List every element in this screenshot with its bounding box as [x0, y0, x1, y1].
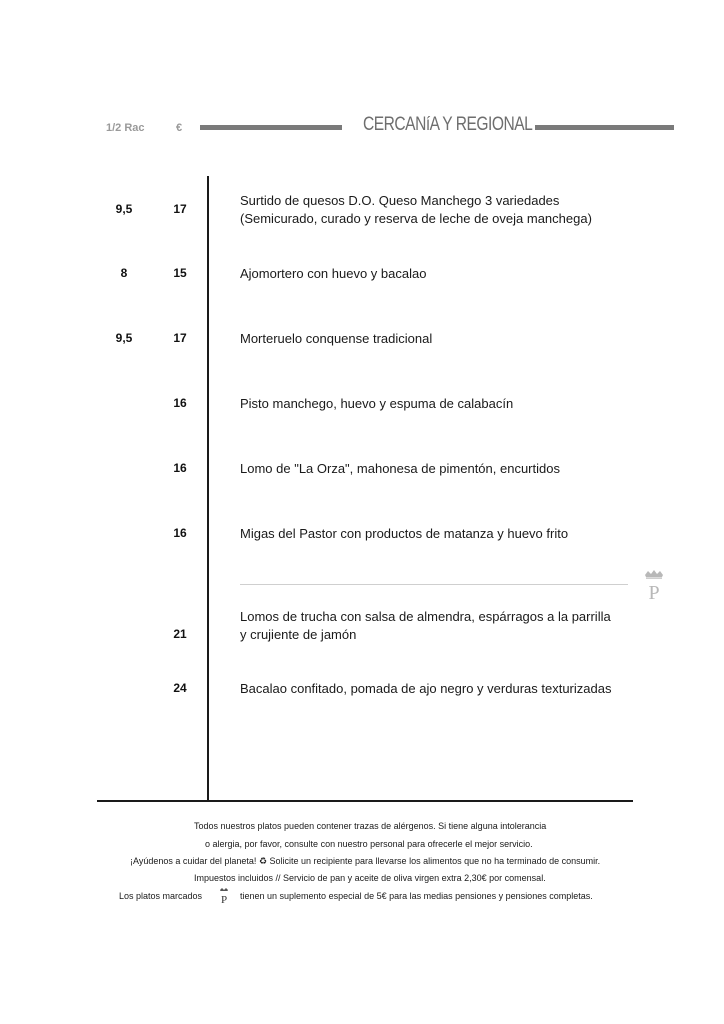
- dish-line: y crujiente de jamón: [240, 627, 357, 642]
- full-price: 21: [173, 627, 187, 641]
- full-price: 17: [173, 202, 187, 216]
- full-price: 15: [173, 266, 187, 280]
- half-price: 9,5: [115, 202, 133, 216]
- supplement-note-start: Los platos marcados: [119, 891, 203, 901]
- dish-line: Lomo de "La Orza", mahonesa de pimentón, encurtidos: [240, 461, 560, 476]
- dish-line: (Semicurado, curado y reserva de leche de oveja manchega): [240, 211, 592, 226]
- dish-name: [240, 330, 640, 348]
- header-bar-right: [535, 125, 674, 130]
- section-separator: [240, 584, 628, 585]
- svg-text:P: P: [220, 894, 228, 905]
- supplement-note-end: tienen un suplemento especial de 5€ para las medias pensiones y pensiones completas.: [240, 891, 593, 901]
- dish-line: Bacalao confitado, pomada de ajo negro y verduras texturizadas: [240, 681, 612, 696]
- full-price: 24: [173, 681, 187, 695]
- half-price: 8: [120, 266, 128, 280]
- half-portion-column-label: 1/2 Rac: [106, 122, 145, 134]
- full-price: 17: [173, 331, 187, 345]
- dish-name: [240, 395, 640, 413]
- svg-text:P: P: [648, 582, 660, 602]
- dish-line: Migas del Pastor con productos de matanza y huevo frito: [240, 526, 569, 541]
- column-divider: [207, 176, 209, 802]
- tax-note: Impuestos incluidos // Servicio de pan y aceite de oliva virgen extra 2,30€ por comensal.: [194, 873, 546, 883]
- bottom-rule: [97, 800, 633, 802]
- supplement-mark-icon: [217, 887, 231, 905]
- full-price: 16: [173, 396, 187, 410]
- allergen-note-cont: o alergia, por favor, consulte con nuestro personal para ofrecerle el mejor servicio.: [205, 839, 533, 849]
- dish-line: Ajomortero con huevo y bacalao: [240, 266, 427, 281]
- allergen-note: Todos nuestros platos pueden contener trazas de alérgenos. Si tiene alguna intolerancia: [194, 821, 547, 831]
- dish-name: [240, 460, 640, 478]
- dish-name: [240, 265, 640, 283]
- dish-name: [240, 525, 640, 543]
- crown-p-icon: [641, 568, 667, 602]
- dish-line: Morteruelo conquense tradicional: [240, 331, 433, 346]
- dish-name: [240, 192, 640, 228]
- dish-line: Surtido de quesos D.O. Queso Manchego 3 variedades: [240, 193, 560, 208]
- full-price: 16: [173, 526, 187, 540]
- planet-note: ¡Ayúdenos a cuidar del planeta! ♻ Solicite un recipiente para llevarse los alimentos que no ha terminado de consumir.: [130, 856, 601, 866]
- dish-line: Lomos de trucha con salsa de almendra, espárragos a la parrilla: [240, 609, 611, 624]
- dish-line: Pisto manchego, huevo y espuma de calabacín: [240, 396, 514, 411]
- half-price: 9,5: [115, 331, 133, 345]
- header-bar-left: [200, 125, 342, 130]
- dish-name: [240, 680, 640, 698]
- section-title: CERCANíA Y REGIONAL: [363, 114, 533, 135]
- price-column-label: €: [176, 122, 183, 134]
- full-price: 16: [173, 461, 187, 475]
- dish-name: [240, 608, 640, 644]
